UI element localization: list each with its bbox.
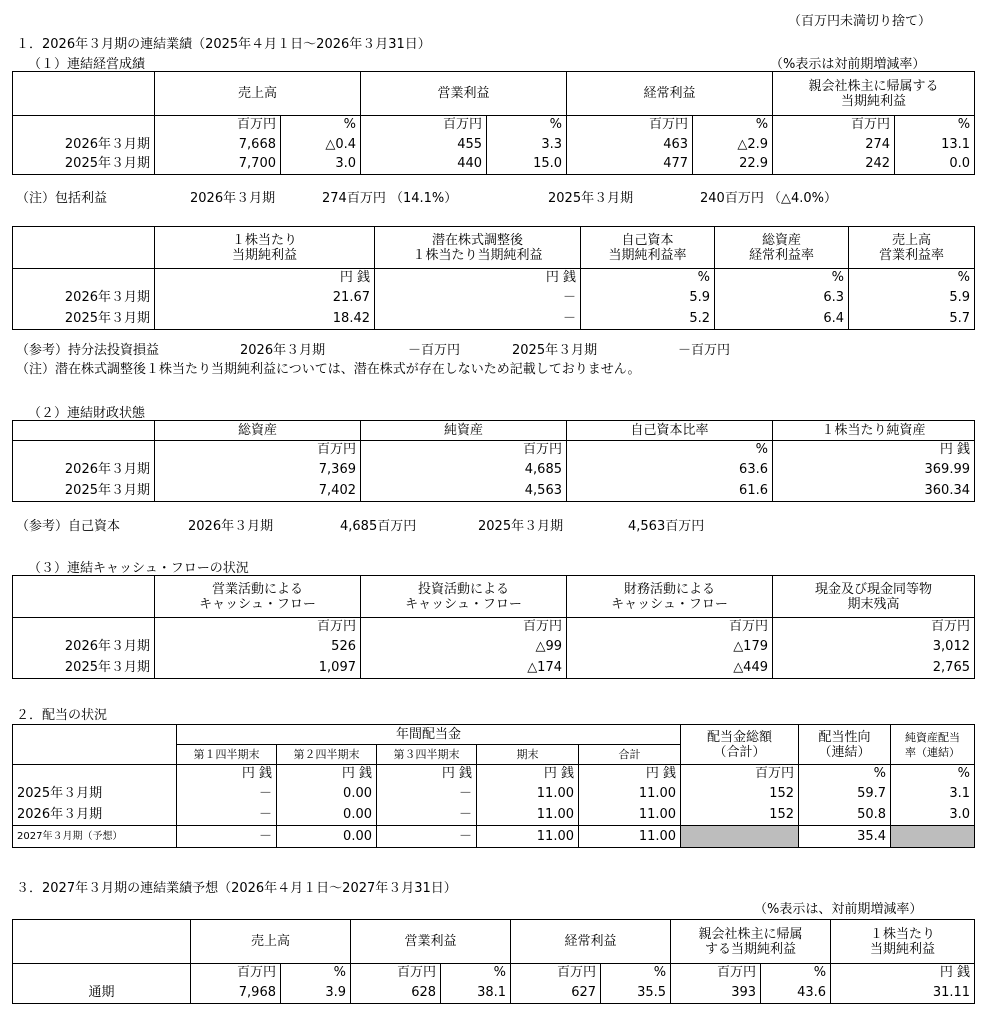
cell: －	[377, 784, 477, 805]
unit: %	[693, 116, 773, 135]
header-equity-ratio: 自己資本比率	[567, 421, 773, 441]
equity-note-label: （参考）自己資本	[16, 519, 121, 534]
cell: △2.9	[693, 135, 773, 155]
row-label: 2025年３月期	[13, 155, 155, 175]
unit: 百万円	[361, 441, 567, 460]
unit: 百万円	[567, 618, 773, 637]
cell: 3.0	[281, 155, 361, 175]
cell: 7,668	[155, 135, 281, 155]
cell: 59.7	[799, 784, 891, 805]
unit: 百万円	[567, 116, 693, 135]
per-share-ratios-table	[12, 226, 975, 330]
table-row	[13, 805, 975, 826]
table-row	[13, 658, 975, 679]
cell: 7,402	[155, 481, 361, 502]
header-eps: １株当たり 当期純利益	[155, 227, 375, 269]
unit: 百万円	[155, 618, 361, 637]
unit: %	[581, 269, 715, 288]
cell: －	[377, 826, 477, 848]
sub1-note: （%表示は対前期増減率）	[770, 57, 926, 72]
unit: 百万円	[511, 964, 601, 983]
section-3-title: ３．2027年３月期の連結業績予想（2026年４月１日～2027年３月31日）	[16, 881, 457, 896]
comprehensive-note-p1: 2026年３月期	[190, 191, 276, 206]
cell: 440	[361, 155, 487, 175]
unit: 百万円	[361, 618, 567, 637]
cell: 63.6	[567, 460, 773, 481]
shaded-cell	[681, 826, 799, 848]
cell: △449	[567, 658, 773, 679]
equity-note-v1: 4,685百万円	[340, 519, 417, 534]
unit: 百万円	[773, 116, 895, 135]
header-net-assets: 純資産	[361, 421, 567, 441]
header-eps: １株当たり 当期純利益	[831, 920, 975, 964]
cell: 6.4	[715, 309, 849, 330]
row-label: 2025年３月期	[13, 784, 177, 805]
cell: △99	[361, 637, 567, 658]
cell: 7,700	[155, 155, 281, 175]
table-row	[13, 309, 975, 330]
unit: %	[281, 116, 361, 135]
equity-method-note-v2: －百万円	[678, 343, 731, 358]
cell: 7,968	[191, 983, 281, 1004]
forecast-table	[12, 919, 975, 1004]
table-row	[13, 155, 975, 175]
unit: 百万円	[191, 964, 281, 983]
equity-method-note-v1: －百万円	[408, 343, 461, 358]
dividends-table	[12, 724, 975, 848]
cell: 6.3	[715, 288, 849, 309]
header-net-income: 親会社株主に帰属する 当期純利益	[773, 72, 975, 116]
header-year-end: 期末	[477, 745, 579, 765]
header-operating-profit: 営業利益	[361, 72, 567, 116]
header-q2-end: 第２四半期末	[277, 745, 377, 765]
cell: －	[177, 805, 277, 826]
cell: 0.00	[277, 826, 377, 848]
unit: %	[799, 765, 891, 784]
row-label: 2025年３月期	[13, 658, 155, 679]
header-cash-end: 現金及び現金同等物 期末残高	[773, 576, 975, 618]
header-bps: １株当たり純資産	[773, 421, 975, 441]
unit: %	[487, 116, 567, 135]
cell: 38.1	[441, 983, 511, 1004]
table-row	[13, 481, 975, 502]
row-label: 2027年３月期（予想）	[13, 826, 177, 848]
section-1-title: １．2026年３月期の連結業績（2025年４月１日～2026年３月31日）	[16, 37, 431, 52]
cell: 50.8	[799, 805, 891, 826]
unit: %	[281, 964, 351, 983]
cell: 274	[773, 135, 895, 155]
unit: 円 銭	[177, 765, 277, 784]
unit: 百万円	[361, 116, 487, 135]
cell: 1,097	[155, 658, 361, 679]
header-annual-dividends: 年間配当金	[177, 725, 681, 745]
unit-note: （百万円未満切り捨て）	[788, 14, 932, 29]
cell: 369.99	[773, 460, 975, 481]
header-roa: 総資産 経常利益率	[715, 227, 849, 269]
row-label: 2025年３月期	[13, 309, 155, 330]
comprehensive-note-v1: 274百万円 （14.1%）	[322, 191, 458, 206]
table-row	[13, 135, 975, 155]
cell: 7,369	[155, 460, 361, 481]
cell: 18.42	[155, 309, 375, 330]
header-sales: 売上高	[191, 920, 351, 964]
cell: 3,012	[773, 637, 975, 658]
row-label: 2026年３月期	[13, 135, 155, 155]
unit: %	[441, 964, 511, 983]
table-row	[13, 784, 975, 805]
cell: 5.9	[581, 288, 715, 309]
cell: －	[177, 784, 277, 805]
unit: 百万円	[773, 618, 975, 637]
cell: 61.6	[567, 481, 773, 502]
cell: 4,563	[361, 481, 567, 502]
cell: 526	[155, 637, 361, 658]
diluted-eps-note: （注）潜在株式調整後１株当たり当期純利益については、潜在株式が存在しないため記載しておりません。	[16, 362, 641, 377]
cell: 628	[351, 983, 441, 1004]
cell: 5.7	[849, 309, 975, 330]
cell: 627	[511, 983, 601, 1004]
unit: 円 銭	[277, 765, 377, 784]
header-sales: 売上高	[155, 72, 361, 116]
cell: 11.00	[477, 805, 579, 826]
shaded-cell	[891, 826, 975, 848]
cell: 11.00	[579, 784, 681, 805]
unit: %	[849, 269, 975, 288]
equity-note-p1: 2026年３月期	[188, 519, 274, 534]
unit: %	[895, 116, 975, 135]
header-q3-end: 第３四半期末	[377, 745, 477, 765]
header-diluted-eps: 潜在株式調整後 １株当たり当期純利益	[375, 227, 581, 269]
cell: 455	[361, 135, 487, 155]
cell: 0.00	[277, 784, 377, 805]
unit: %	[891, 765, 975, 784]
unit: 円 銭	[377, 765, 477, 784]
cell: 393	[671, 983, 761, 1004]
row-label: 2026年３月期	[13, 288, 155, 309]
cell: －	[377, 805, 477, 826]
cell: 463	[567, 135, 693, 155]
header-operating-profit: 営業利益	[351, 920, 511, 964]
cell: 43.6	[761, 983, 831, 1004]
header-payout-ratio: 配当性向 （連結）	[799, 725, 891, 765]
unit: 百万円	[351, 964, 441, 983]
cell: 5.2	[581, 309, 715, 330]
unit: %	[715, 269, 849, 288]
unit: 円 銭	[155, 269, 375, 288]
cell: 3.1	[891, 784, 975, 805]
header-total-assets: 総資産	[155, 421, 361, 441]
sub3-title: （３）連結キャッシュ・フローの状況	[28, 561, 249, 576]
unit: 円 銭	[579, 765, 681, 784]
equity-method-note-p1: 2026年３月期	[240, 343, 326, 358]
cell: 4,685	[361, 460, 567, 481]
cell: 11.00	[579, 805, 681, 826]
cell: 152	[681, 784, 799, 805]
header-ordinary-profit: 経常利益	[511, 920, 671, 964]
unit: 円 銭	[831, 964, 975, 983]
unit: 百万円	[671, 964, 761, 983]
header-total: 合計	[579, 745, 681, 765]
cell: △174	[361, 658, 567, 679]
unit: 百万円	[155, 441, 361, 460]
equity-method-note-label: （参考）持分法投資損益	[16, 343, 160, 358]
row-label: 通期	[13, 983, 191, 1004]
header-net-income: 親会社株主に帰属 する当期純利益	[671, 920, 831, 964]
cell: 5.9	[849, 288, 975, 309]
unit: 円 銭	[773, 441, 975, 460]
cell: 35.4	[799, 826, 891, 848]
unit: 円 銭	[375, 269, 581, 288]
comprehensive-note-p2: 2025年３月期	[548, 191, 634, 206]
cell: △179	[567, 637, 773, 658]
header-financing-cf: 財務活動による キャッシュ・フロー	[567, 576, 773, 618]
cell: 360.34	[773, 481, 975, 502]
cell: －	[177, 826, 277, 848]
cell: 22.9	[693, 155, 773, 175]
unit: 円 銭	[477, 765, 579, 784]
cell: 0.00	[277, 805, 377, 826]
equity-note-p2: 2025年３月期	[478, 519, 564, 534]
financial-position-table	[12, 420, 975, 502]
cell: 3.9	[281, 983, 351, 1004]
unit: %	[761, 964, 831, 983]
section-3-note: （%表示は、対前期増減率）	[754, 902, 923, 917]
unit: %	[567, 441, 773, 460]
cell: 0.0	[895, 155, 975, 175]
row-label: 2026年３月期	[13, 805, 177, 826]
header-roe: 自己資本 当期純利益率	[581, 227, 715, 269]
cell: 2,765	[773, 658, 975, 679]
equity-note-v2: 4,563百万円	[628, 519, 705, 534]
cell: 31.11	[831, 983, 975, 1004]
section-2-title: ２．配当の状況	[16, 708, 108, 723]
cell: 3.3	[487, 135, 567, 155]
unit: 百万円	[681, 765, 799, 784]
equity-method-note-p2: 2025年３月期	[512, 343, 598, 358]
header-op-margin: 売上高 営業利益率	[849, 227, 975, 269]
corner-cell	[13, 72, 155, 116]
cell: 477	[567, 155, 693, 175]
header-operating-cf: 営業活動による キャッシュ・フロー	[155, 576, 361, 618]
row-label: 2025年３月期	[13, 481, 155, 502]
cell: －	[375, 309, 581, 330]
operating-results-table	[12, 71, 975, 175]
comprehensive-note-label: （注）包括利益	[16, 191, 108, 206]
cell: 21.67	[155, 288, 375, 309]
row-label: 2026年３月期	[13, 460, 155, 481]
table-row	[13, 983, 975, 1004]
table-row	[13, 460, 975, 481]
header-ordinary-profit: 経常利益	[567, 72, 773, 116]
sub2-title: （２）連結財政状態	[28, 406, 146, 421]
unit: 百万円	[155, 116, 281, 135]
table-row	[13, 288, 975, 309]
header-investing-cf: 投資活動による キャッシュ・フロー	[361, 576, 567, 618]
cell: 11.00	[477, 826, 579, 848]
cell: 11.00	[477, 784, 579, 805]
cash-flow-table	[12, 575, 975, 679]
cell: △0.4	[281, 135, 361, 155]
cell: 11.00	[579, 826, 681, 848]
cell: 152	[681, 805, 799, 826]
row-label: 2026年３月期	[13, 637, 155, 658]
cell: 242	[773, 155, 895, 175]
table-row	[13, 637, 975, 658]
cell: 3.0	[891, 805, 975, 826]
cell: 35.5	[601, 983, 671, 1004]
cell: 13.1	[895, 135, 975, 155]
sub1-title: （１）連結経営成績	[28, 57, 146, 72]
header-doe: 純資産配当 率（連結）	[891, 725, 975, 765]
comprehensive-note-v2: 240百万円 （△4.0%）	[700, 191, 837, 206]
header-q1-end: 第１四半期末	[177, 745, 277, 765]
forecast-row	[13, 826, 975, 848]
unit: %	[601, 964, 671, 983]
header-total-dividends: 配当金総額 （合計）	[681, 725, 799, 765]
cell: 15.0	[487, 155, 567, 175]
cell: －	[375, 288, 581, 309]
